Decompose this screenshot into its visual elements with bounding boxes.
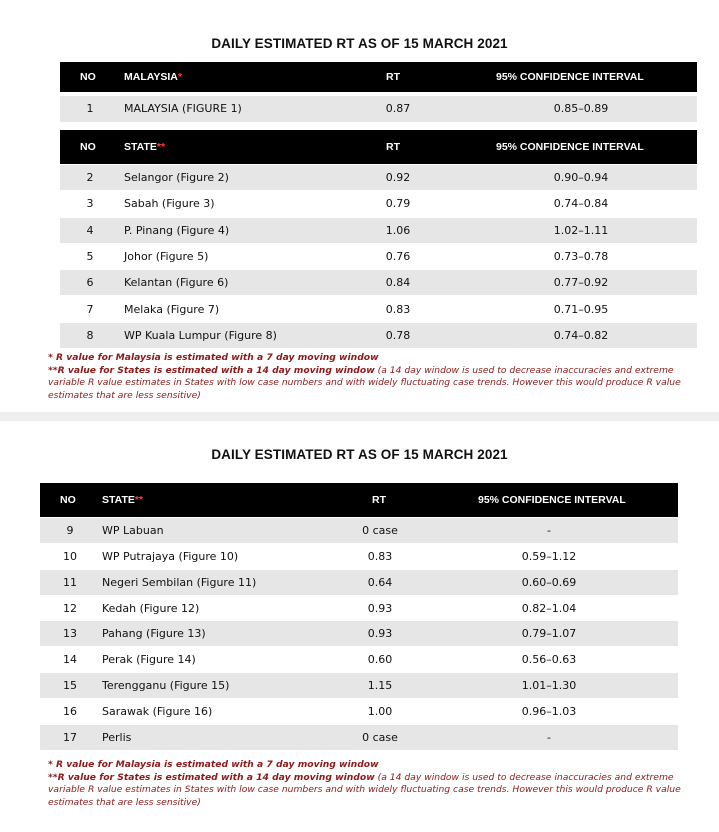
row-no: 7: [86, 302, 94, 316]
row-ci: -: [547, 730, 551, 744]
row-name: Kelantan (Figure 6): [124, 276, 229, 290]
header-ci: 95% CONFIDENCE INTERVAL: [496, 141, 644, 153]
footnote-states: **R value for States is estimated with a 14 day moving window (a 14 day window is used to decrease inaccuracies and extreme variable R value estimates in States with low case numbers and with widely fluctuating case trends. However this would produce R value estimates that are less sensitive): [48, 364, 681, 401]
row-name: Selangor (Figure 2): [124, 171, 229, 184]
row-ci: 0.74–0.82: [553, 328, 609, 342]
footnote-malaysia: * R value for Malaysia is estimated with a 7 day moving window: [48, 352, 379, 363]
row-ci: 0.56–0.63: [521, 653, 577, 667]
table-row: [60, 323, 697, 349]
row-ci: 0.71–0.95: [553, 302, 609, 316]
row-name: MALAYSIA (FIGURE 1): [124, 102, 242, 115]
row-ci: 0.59–1.12: [521, 549, 577, 563]
row-ci: 1.02–1.11: [553, 223, 609, 237]
row-name: WP Kuala Lumpur (Figure 8): [124, 328, 277, 342]
table-row: [60, 244, 697, 270]
header-ci: 95% CONFIDENCE INTERVAL: [478, 494, 626, 506]
row-rt: 0 case: [362, 730, 398, 744]
row-rt: 0.78: [385, 328, 411, 342]
row-no: 12: [63, 601, 77, 615]
footnote-states: **R value for States is estimated with a 14 day moving window (a 14 day window is used to decrease inaccuracies and extreme variable R value estimates in States with low case numbers and with widely fluctuating case trends. However this would produce R value estimates that are less sensitive): [48, 771, 681, 808]
table-row: [60, 218, 697, 244]
row-name: Negeri Sembilan (Figure 11): [102, 575, 257, 589]
table-row: [60, 270, 697, 296]
table-row: [40, 725, 678, 751]
header-name-cell: [124, 130, 165, 164]
row-name: Kedah (Figure 12): [102, 601, 200, 615]
row-rt: 0.60: [367, 653, 393, 667]
header-name: MALAYSIA: [124, 71, 178, 83]
table-row: [40, 596, 678, 622]
row-ci: 0.82–1.04: [521, 601, 577, 615]
row-ci: 0.96–1.03: [521, 704, 577, 718]
header-no: NO: [80, 71, 96, 83]
table-row: [40, 544, 678, 570]
row-rt: 0.93: [367, 601, 393, 615]
row-no: 9: [66, 524, 74, 537]
table-row: [60, 165, 697, 191]
row-ci: 0.74–0.84: [553, 197, 609, 211]
row-ci: 0.73–0.78: [553, 249, 609, 263]
row-name: WP Putrajaya (Figure 10): [102, 549, 239, 563]
table-row: [40, 621, 678, 647]
row-no: 16: [63, 704, 77, 718]
row-name: Terengganu (Figure 15): [102, 679, 230, 693]
row-rt: 0.83: [367, 549, 393, 563]
table-row: [60, 96, 697, 122]
row-no: 2: [86, 171, 94, 184]
row-rt: 0.92: [385, 171, 411, 184]
row-rt: 0.87: [385, 102, 411, 115]
header-name-cell: [124, 62, 182, 92]
table-row: [40, 647, 678, 673]
row-name: Sabah (Figure 3): [124, 197, 215, 211]
row-no: 15: [63, 679, 77, 693]
header-name: STATE: [124, 141, 157, 153]
row-rt: 0.83: [385, 302, 411, 316]
header-mark: *: [177, 71, 182, 83]
row-rt: 0.84: [385, 276, 411, 290]
row-ci: -: [547, 524, 551, 537]
header-no: NO: [80, 141, 96, 153]
row-no: 6: [86, 276, 94, 290]
table-row: [40, 673, 678, 699]
header-no: NO: [60, 494, 76, 506]
table-row: [40, 518, 678, 544]
header-rt: RT: [372, 494, 386, 506]
row-ci: 1.01–1.30: [521, 679, 577, 693]
header-mark: **: [134, 494, 144, 506]
row-ci: 0.90–0.94: [553, 171, 609, 184]
table-header: [60, 130, 697, 164]
row-no: 1: [86, 102, 94, 115]
table-header: [60, 62, 697, 92]
panel-title: DAILY ESTIMATED RT AS OF 15 MARCH 2021: [211, 447, 508, 462]
row-no: 17: [63, 730, 77, 744]
row-rt: 1.15: [367, 679, 393, 693]
footnote-malaysia: * R value for Malaysia is estimated with a 7 day moving window: [48, 759, 379, 770]
row-no: 3: [86, 197, 94, 211]
table-row: [40, 570, 678, 596]
row-name: Pahang (Figure 13): [102, 627, 206, 641]
table-header: [40, 483, 678, 517]
row-ci: 0.79–1.07: [521, 627, 577, 641]
rt-panel-1: [0, 0, 719, 412]
row-ci: 0.60–0.69: [521, 575, 577, 589]
row-no: 13: [63, 627, 77, 641]
row-name: Perlis: [102, 730, 132, 744]
row-name: P. Pinang (Figure 4): [124, 223, 230, 237]
footnotes: [48, 352, 708, 402]
row-no: 10: [63, 549, 77, 563]
header-name: STATE: [102, 494, 135, 506]
row-name: Perak (Figure 14): [102, 653, 196, 667]
row-rt: 1.00: [367, 704, 393, 718]
row-rt: 1.06: [385, 223, 411, 237]
header-rt: RT: [386, 71, 400, 83]
row-no: 8: [86, 328, 94, 342]
row-rt: 0.64: [367, 575, 393, 589]
row-no: 11: [63, 575, 77, 589]
row-ci: 0.77–0.92: [553, 276, 609, 290]
footnotes: [48, 759, 708, 809]
row-rt: 0.93: [367, 627, 393, 641]
row-name: Melaka (Figure 7): [124, 302, 220, 316]
header-name-cell: [102, 483, 143, 517]
row-rt: 0.76: [385, 249, 411, 263]
table-row: [60, 297, 697, 323]
row-name: Sarawak (Figure 16): [102, 704, 213, 718]
row-rt: 0 case: [362, 524, 398, 537]
panel-title: DAILY ESTIMATED RT AS OF 15 MARCH 2021: [211, 36, 508, 51]
row-ci: 0.85–0.89: [553, 102, 609, 115]
table-row: [40, 699, 678, 725]
header-ci: 95% CONFIDENCE INTERVAL: [496, 71, 644, 83]
table-row: [60, 191, 697, 217]
row-name: Johor (Figure 5): [124, 249, 209, 263]
row-no: 14: [63, 653, 77, 667]
row-no: 5: [86, 249, 94, 263]
row-no: 4: [86, 223, 94, 237]
header-mark: **: [156, 141, 166, 153]
row-rt: 0.79: [385, 197, 411, 211]
row-name: WP Labuan: [102, 524, 164, 537]
header-rt: RT: [386, 141, 400, 153]
rt-panel-2: [0, 421, 719, 832]
